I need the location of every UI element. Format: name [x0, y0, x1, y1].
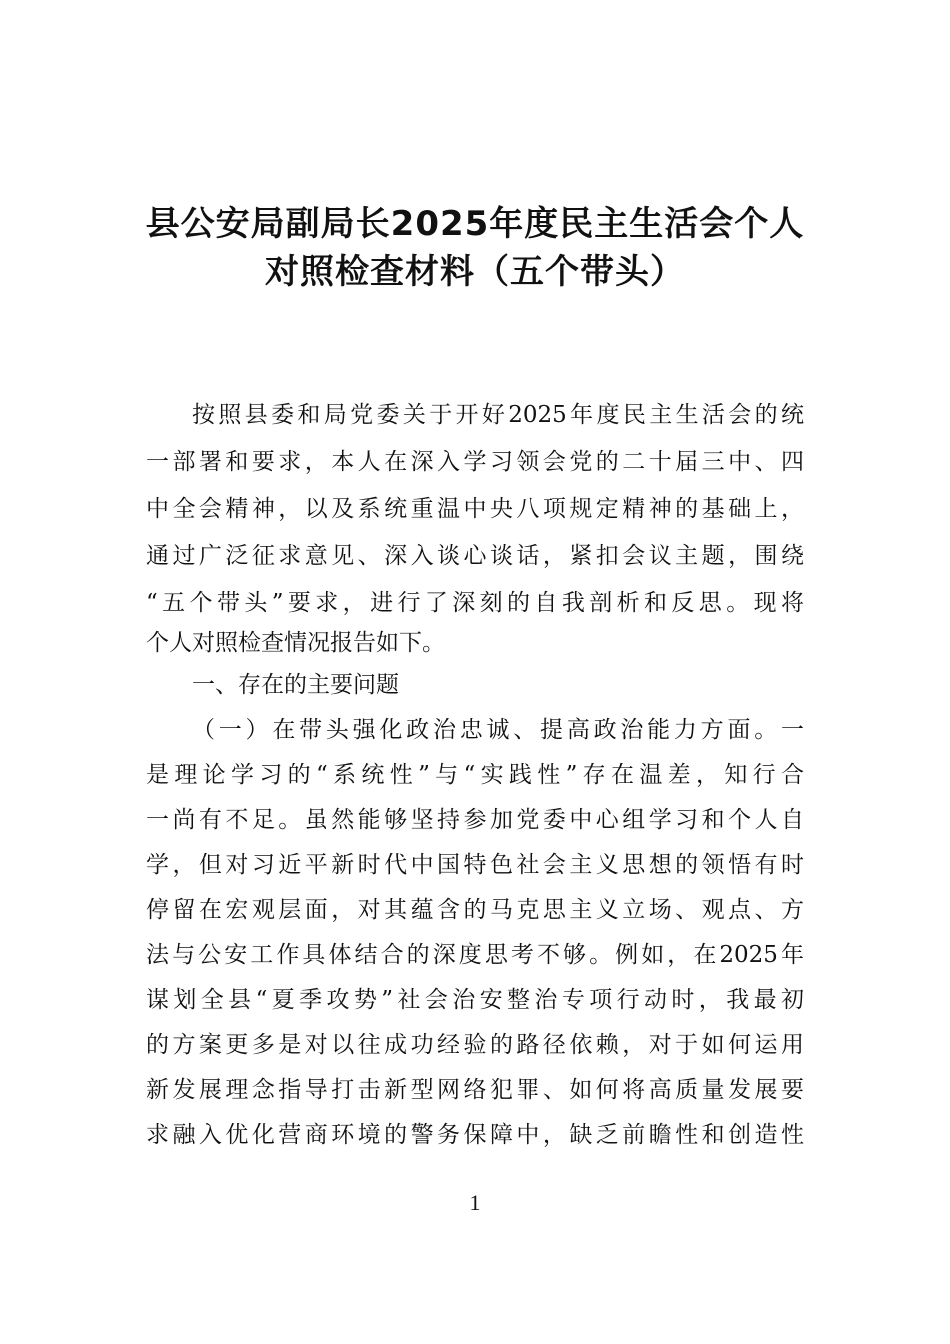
section-line-3: 一尚有不足。虽然能够坚持参加党委中心组学习和个人自 — [146, 807, 804, 833]
intro-line-6: 个人对照检查情况报告如下。 — [146, 630, 445, 656]
page-number: 1 — [469, 1190, 481, 1215]
section-line-1: （一）在带头强化政治忠诚、提高政治能力方面。一 — [192, 717, 804, 743]
section-line-9: 新发展理念指导打击新型网络犯罪、如何将高质量发展要 — [146, 1077, 804, 1103]
intro-line-1: 按照县委和局党委关于开好2025年度民主生活会的统 — [192, 402, 804, 428]
intro-line-4: 通过广泛征求意见、深入谈心谈话，紧扣会议主题，围绕 — [146, 543, 804, 569]
section-line-2: 是理论学习的“系统性”与“实践性”存在温差，知行合 — [146, 762, 804, 788]
intro-line-3: 中全会精神，以及系统重温中央八项规定精神的基础上， — [146, 496, 804, 522]
section-line-10: 求融入优化营商环境的警务保障中，缺乏前瞻性和创造性 — [146, 1122, 804, 1148]
section-line-7: 谋划全县“夏季攻势”社会治安整治专项行动时，我最初 — [146, 987, 804, 1013]
section-line-6: 法与公安工作具体结合的深度思考不够。例如，在2025年 — [146, 942, 804, 968]
section-line-4: 学，但对习近平新时代中国特色社会主义思想的领悟有时 — [146, 852, 804, 878]
document-title-line-1: 县公安局副局长2025年度民主生活会个人 — [145, 204, 805, 244]
intro-line-5: “五个带头”要求，进行了深刻的自我剖析和反思。现将 — [146, 590, 804, 616]
section-line-8: 的方案更多是对以往成功经验的路径依赖，对于如何运用 — [146, 1032, 804, 1058]
intro-line-2: 一部署和要求，本人在深入学习领会党的二十届三中、四 — [146, 449, 804, 475]
section-heading: 一、存在的主要问题 — [192, 672, 399, 698]
document-title-line-2: 对照检查材料（五个带头） — [265, 252, 685, 292]
section-line-5: 停留在宏观层面，对其蕴含的马克思主义立场、观点、方 — [146, 897, 804, 923]
